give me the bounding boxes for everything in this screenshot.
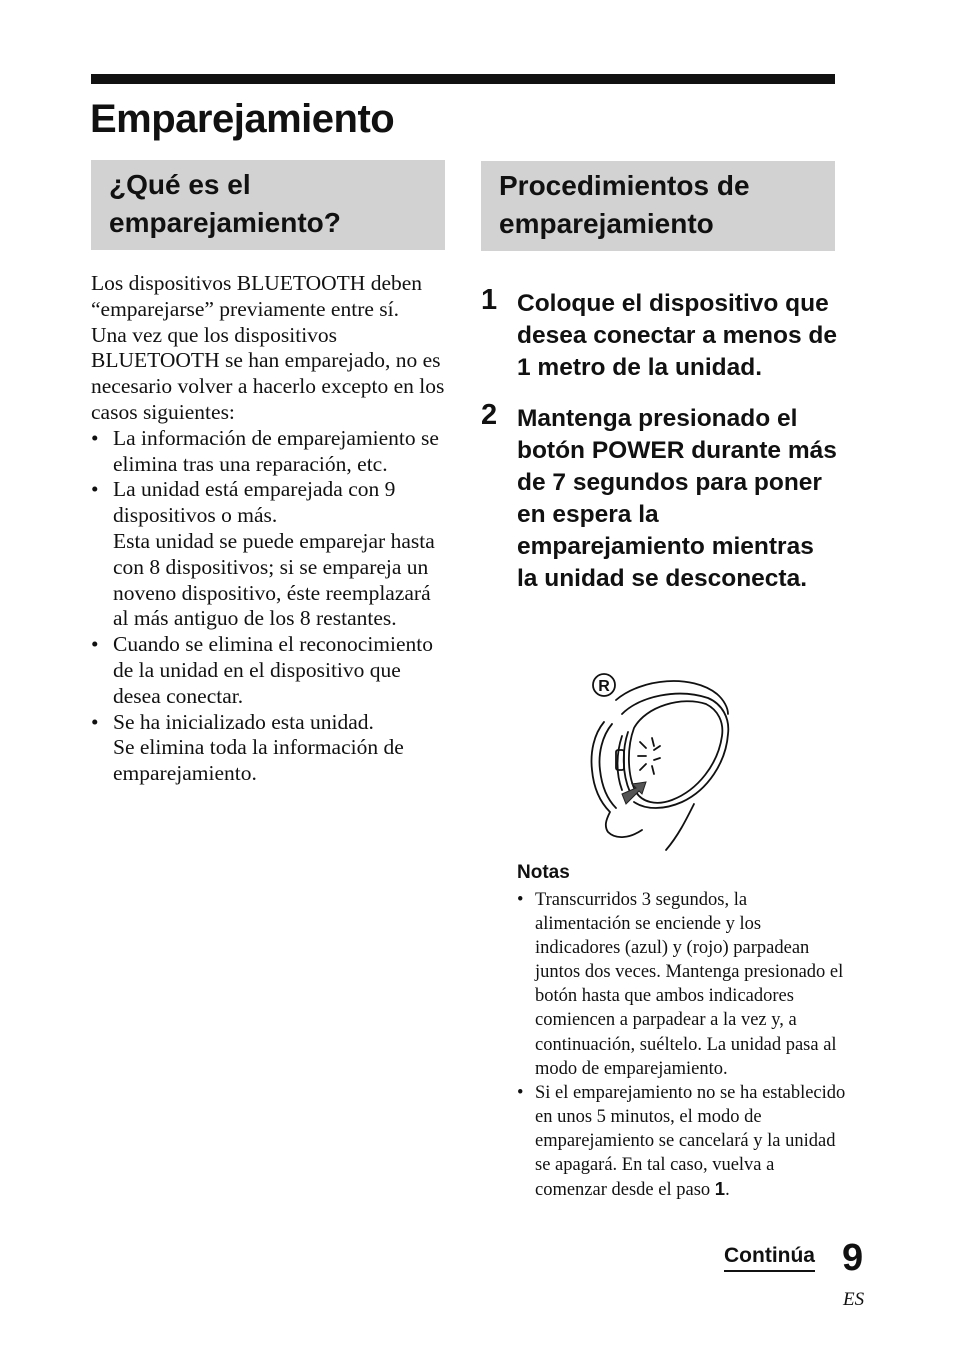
list-item	[91, 426, 451, 478]
step-2	[481, 399, 841, 595]
list-item	[91, 710, 451, 787]
intro-paragraph: Una vez que los dispositivos BLUETOOTH se han emparejado, no es necesario volver a hacerlo excepto en los casos siguientes:	[91, 322, 445, 424]
heading-line: emparejamiento	[499, 208, 714, 239]
top-rule	[91, 74, 835, 84]
bullet-icon: •	[91, 477, 99, 502]
notes-section	[517, 860, 847, 1202]
note-item: • Si el emparejamiento no se ha establecido en unos 5 minutos, el modo de emparejamiento se cancelará y la unidad se apagará. En tal caso, vuelva a comenzar desde el paso 1.	[517, 1082, 846, 1201]
bullet-icon: •	[91, 709, 99, 734]
notes-list	[517, 888, 847, 1202]
heading-line: emparejamiento?	[109, 207, 341, 238]
step-1	[481, 284, 841, 384]
bullet-icon: •	[91, 425, 99, 450]
headphone-earpiece-illustration	[582, 670, 740, 852]
exception-list	[91, 426, 451, 787]
section-heading-pairing-procedure	[481, 161, 835, 251]
list-item	[91, 632, 451, 709]
heading-line: Procedimientos de	[499, 170, 750, 201]
language-code: ES	[843, 1289, 865, 1310]
intro-paragraph: Los dispositivos BLUETOOTH deben “emparejarse” previamente entre sí.	[91, 271, 423, 321]
side-label-r: R	[598, 678, 610, 695]
page-title: Emparejamiento	[90, 97, 395, 141]
step-number: 2	[481, 399, 498, 431]
heading-line: ¿Qué es el	[109, 169, 251, 200]
list-item-text: Cuando se elimina el reconocimiento de la unidad en el dispositivo que desea conectar.	[113, 632, 434, 708]
step-number: 1	[481, 284, 498, 316]
note-text: Transcurridos 3 segundos, la alimentación se enciende y los indicadores (azul) y (rojo) parpadean juntos dos veces. Mantenga presionado el botón hasta que ambos indicadores comiencen a parpadear a la vez y, a continuación, suéltelo. La unidad pasa al modo de emparejamiento.	[535, 890, 844, 1079]
pairing-explanation	[91, 271, 451, 787]
note-item	[517, 888, 847, 1081]
bullet-icon: •	[91, 632, 99, 657]
list-item	[91, 477, 451, 632]
section-heading-what-is-pairing	[91, 160, 445, 250]
page-number: 9	[842, 1237, 864, 1279]
bullet-icon: •	[517, 1082, 524, 1103]
bullet-icon: •	[517, 890, 524, 910]
list-item-detail: Se elimina toda la información de emparejamiento.	[113, 735, 404, 786]
step-text: Mantenga presionado el botón POWER durante más de 7 segundos para poner en espera la emparejamiento mientras la unidad se desconecta.	[517, 405, 837, 592]
step-text: Coloque el dispositivo que desea conectar a menos de 1 metro de la unidad.	[517, 290, 838, 381]
continue-label: Continúa	[724, 1242, 815, 1272]
list-item-detail: Esta unidad se puede emparejar hasta con 8 dispositivos; si se empareja un noveno dispositivo, éste reemplazará al más antiguo de los 8 restantes.	[113, 528, 435, 631]
list-item-text: Se ha inicializado esta unidad.	[113, 709, 374, 734]
procedure-steps	[481, 284, 841, 614]
list-item-text: La unidad está emparejada con 9 dispositivos o más.	[113, 477, 396, 528]
list-item-text: La información de emparejamiento se elimina tras una reparación, etc.	[113, 425, 439, 476]
note-text: Si el emparejamiento no se ha establecido en unos 5 minutos, el modo de emparejamiento se cancelará y la unidad se apagará. En tal caso, vuelva a comenzar desde el paso	[535, 1082, 846, 1201]
step-reference: 1	[714, 1178, 726, 1200]
notes-title: Notas	[517, 862, 570, 883]
